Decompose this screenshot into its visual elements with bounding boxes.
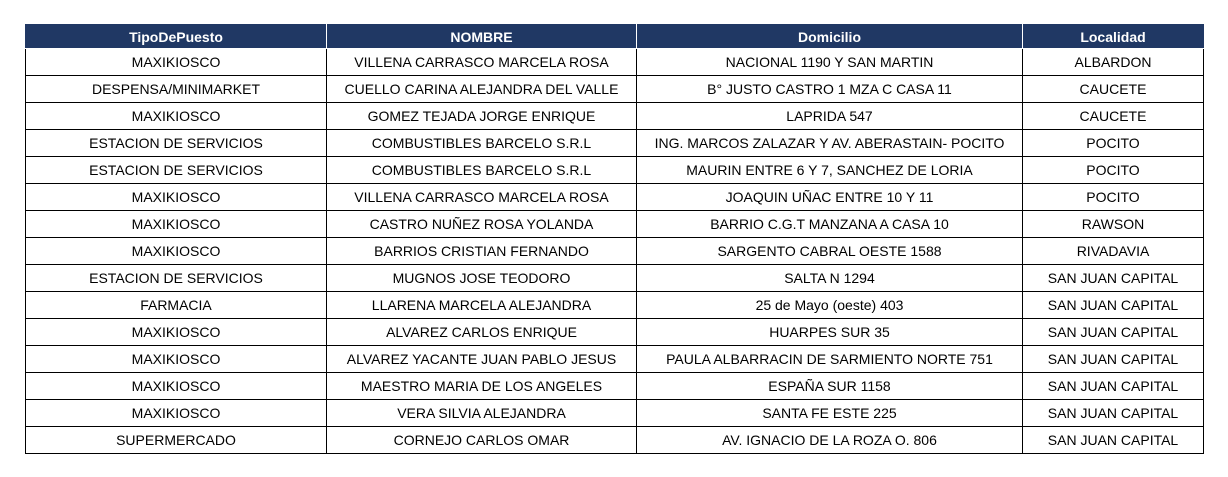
cell-tipodepuesto: DESPENSA/MINIMARKET [26,76,327,103]
cell-localidad: POCITO [1023,184,1204,211]
table-row [26,292,1204,319]
column-header-localidad: Localidad [1023,25,1204,49]
column-header-tipodepuesto: TipoDePuesto [26,25,327,49]
cell-localidad: SAN JUAN CAPITAL [1023,265,1204,292]
table-row [26,427,1204,454]
cell-tipodepuesto: ESTACION DE SERVICIOS [26,265,327,292]
table-row [26,211,1204,238]
cell-nombre: MAESTRO MARIA DE LOS ANGELES [327,373,637,400]
cell-nombre: LLARENA MARCELA ALEJANDRA [327,292,637,319]
cell-localidad: SAN JUAN CAPITAL [1023,292,1204,319]
cell-domicilio: HUARPES SUR 35 [637,319,1023,346]
cell-localidad: CAUCETE [1023,103,1204,130]
table-header [26,25,1204,49]
table-row [26,157,1204,184]
cell-localidad: POCITO [1023,157,1204,184]
cell-localidad: SAN JUAN CAPITAL [1023,400,1204,427]
cell-localidad: RIVADAVIA [1023,238,1204,265]
column-header-domicilio: Domicilio [637,25,1023,49]
table-row [26,238,1204,265]
cell-domicilio: B° JUSTO CASTRO 1 MZA C CASA 11 [637,76,1023,103]
table-row [26,265,1204,292]
cell-nombre: COMBUSTIBLES BARCELO S.R.L [327,157,637,184]
cell-nombre: VERA SILVIA ALEJANDRA [327,400,637,427]
cell-tipodepuesto: MAXIKIOSCO [26,373,327,400]
cell-nombre: CASTRO NUÑEZ ROSA YOLANDA [327,211,637,238]
cell-domicilio: JOAQUIN UÑAC ENTRE 10 Y 11 [637,184,1023,211]
cell-tipodepuesto: MAXIKIOSCO [26,211,327,238]
column-header-nombre: NOMBRE [327,25,637,49]
cell-tipodepuesto: MAXIKIOSCO [26,346,327,373]
cell-tipodepuesto: MAXIKIOSCO [26,238,327,265]
cell-localidad: POCITO [1023,130,1204,157]
cell-localidad: CAUCETE [1023,76,1204,103]
cell-nombre: VILLENA CARRASCO MARCELA ROSA [327,49,637,76]
cell-domicilio: NACIONAL 1190 Y SAN MARTIN [637,49,1023,76]
cell-domicilio: MAURIN ENTRE 6 Y 7, SANCHEZ DE LORIA [637,157,1023,184]
table-row [26,49,1204,76]
cell-tipodepuesto: MAXIKIOSCO [26,184,327,211]
cell-domicilio: 25 de Mayo (oeste) 403 [637,292,1023,319]
cell-nombre: ALVAREZ YACANTE JUAN PABLO JESUS [327,346,637,373]
cell-tipodepuesto: SUPERMERCADO [26,427,327,454]
cell-domicilio: ING. MARCOS ZALAZAR Y AV. ABERASTAIN- POCITO [637,130,1023,157]
cell-tipodepuesto: MAXIKIOSCO [26,400,327,427]
cell-domicilio: SARGENTO CABRAL OESTE 1588 [637,238,1023,265]
cell-nombre: VILLENA CARRASCO MARCELA ROSA [327,184,637,211]
cell-tipodepuesto: ESTACION DE SERVICIOS [26,130,327,157]
cell-nombre: ALVAREZ CARLOS ENRIQUE [327,319,637,346]
cell-domicilio: SANTA FE ESTE 225 [637,400,1023,427]
cell-localidad: SAN JUAN CAPITAL [1023,346,1204,373]
table-row [26,130,1204,157]
cell-domicilio: PAULA ALBARRACIN DE SARMIENTO NORTE 751 [637,346,1023,373]
cell-localidad: RAWSON [1023,211,1204,238]
cell-tipodepuesto: FARMACIA [26,292,327,319]
cell-localidad: SAN JUAN CAPITAL [1023,427,1204,454]
cell-nombre: CUELLO CARINA ALEJANDRA DEL VALLE [327,76,637,103]
cell-nombre: MUGNOS JOSE TEODORO [327,265,637,292]
table-row [26,103,1204,130]
table-row [26,76,1204,103]
cell-localidad: SAN JUAN CAPITAL [1023,319,1204,346]
cell-tipodepuesto: MAXIKIOSCO [26,103,327,130]
establishments-table [25,24,1204,454]
cell-localidad: ALBARDON [1023,49,1204,76]
cell-domicilio: BARRIO C.G.T MANZANA A CASA 10 [637,211,1023,238]
table-container [25,24,1203,454]
cell-domicilio: ESPAÑA SUR 1158 [637,373,1023,400]
table-row [26,319,1204,346]
table-row [26,184,1204,211]
header-row [26,25,1204,49]
table-row [26,346,1204,373]
cell-domicilio: SALTA N 1294 [637,265,1023,292]
cell-tipodepuesto: MAXIKIOSCO [26,319,327,346]
table-row [26,373,1204,400]
table-row [26,400,1204,427]
cell-tipodepuesto: MAXIKIOSCO [26,49,327,76]
cell-localidad: SAN JUAN CAPITAL [1023,373,1204,400]
cell-nombre: BARRIOS CRISTIAN FERNANDO [327,238,637,265]
cell-nombre: CORNEJO CARLOS OMAR [327,427,637,454]
cell-nombre: COMBUSTIBLES BARCELO S.R.L [327,130,637,157]
table-body [26,49,1204,454]
cell-tipodepuesto: ESTACION DE SERVICIOS [26,157,327,184]
cell-nombre: GOMEZ TEJADA JORGE ENRIQUE [327,103,637,130]
cell-domicilio: LAPRIDA 547 [637,103,1023,130]
cell-domicilio: AV. IGNACIO DE LA ROZA O. 806 [637,427,1023,454]
